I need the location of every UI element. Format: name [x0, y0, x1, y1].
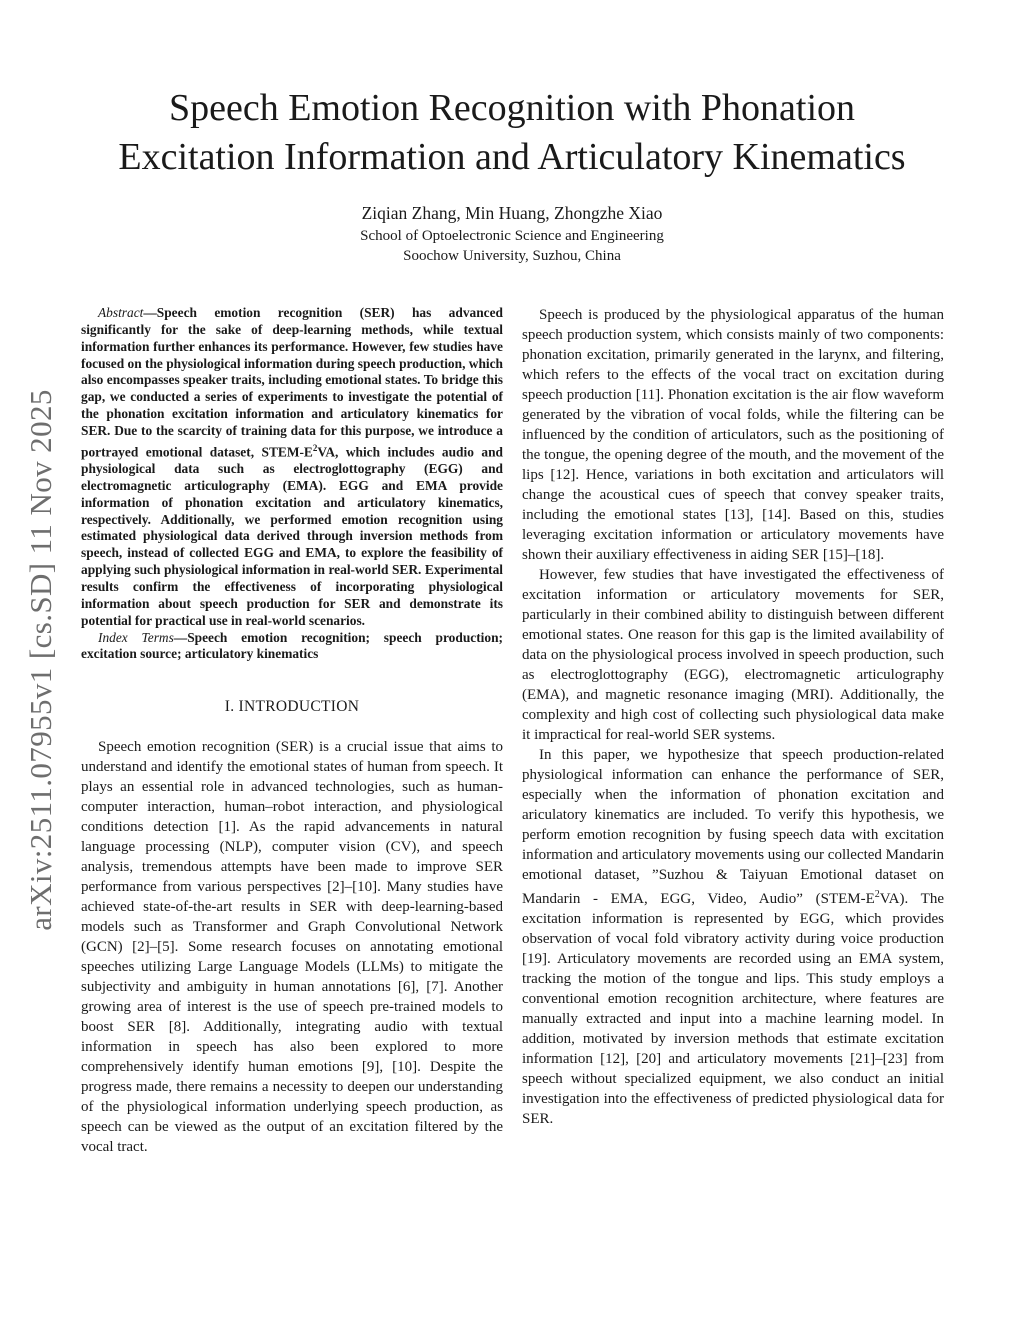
left-column [81, 305, 503, 1157]
index-terms-text: Speech emotion recognition; speech production; excitation source; articulatory kinematics [81, 629, 503, 662]
abstract [81, 305, 503, 630]
section-heading-introduction: I. INTRODUCTION [224, 698, 360, 716]
right-paragraph-3-superscript: 2 [874, 889, 880, 900]
right-paragraph-2: However, few studies that have investigated the effectiveness of excitation information or articulatory movements for SER, particularly in their combined ability to distinguish between different emotional states. One reason for this gap is the limited availability of data on the physiological process involved in speech production, such as electroglottography (EGG), electromagnetic articulography (EMA), and magnetic resonance imaging (MRI). Additionally, the complexity and high cost of collecting such physiological data make it impractical for real-world SER systems. [522, 567, 944, 743]
arxiv-identifier-stamp: arXiv:2511.07955v1 [cs.SD] 11 Nov 2025 [23, 389, 58, 931]
right-paragraph-1: Speech is produced by the physiological apparatus of the human speech production system, which consists mainly of two components: phonation excitation, primarily generated in the larynx, and filtering, which refers to the effects of the vocal tract on excitation during speech production [11]. Phonation excitation is the air flow waveform generated by the vibration of vocal folds, while the filtering can be influenced by the condition of articulators, such as the positioning of the tongue, the opening degree of the mouth, and the movement of the lips [12]. Hence, variations in both excitation and articulators will change the acoustical cues of speech that convey speaker traits, including the emotional states [13], [14]. Based on this, studies leveraging excitation information or articulatory movements have shown their auxiliary effectiveness in aiding SER [15]–[18]. [522, 307, 944, 563]
abstract-superscript: 2 [312, 442, 318, 453]
arxiv-sidebar [0, 0, 80, 1325]
right-paragraph-3-part-2: VA). The excitation information is represented by EGG, which provides observation of vocal fold vibratory activity during voice production [19]. Articulatory movements are recorded using an EMA system, tracking the motion of the tongue and lips. This study employs a conventional emotion recognition architecture, where features are manually extracted and input into a machine learning model. In addition, motivated by inversion methods that estimate excitation information [12], [20] and articulatory movements [21]–[23] from speech without specialized equipment, we also conduct an initial investigation into the effectiveness of predicted physiological data for SER. [522, 891, 944, 1127]
paper-title-line-2: Excitation Information and Articulatory Kinematics [118, 136, 906, 178]
right-column [522, 305, 944, 1129]
index-terms [81, 630, 503, 664]
author-list: Ziqian Zhang, Min Huang, Zhongzhe Xiao [361, 203, 663, 223]
right-paragraph-3 [522, 745, 944, 1129]
abstract-text-part-1: Speech emotion recognition (SER) has advanced significantly for the sake of deep-learning methods, while textual information further enhances its performance. However, few studies have focused on the physiological information during speech production, which also encompasses speaker traits, including emotional states. To bridge this gap, we conducted a series of experiments to investigate the potential of the phonation excitation information and articulatory kinematics for SER. Due to the scarcity of training data for this purpose, we introduce a portrayed emotional dataset, STEM-E [81, 305, 503, 460]
abstract-dash: — [143, 305, 157, 320]
intro-paragraph-1: Speech emotion recognition (SER) is a crucial issue that aims to understand and identify the emotional states of human from speech. It plays an essential role in advanced technologies, such as human-computer interaction, human–robot interaction, and physiological conditions detection [1]. As the rapid advancements in natural language processing (NLP), computer vision (CV), and speech analysis, tremendous attempts have been made to improve SER performance from various perspectives [2]–[10]. Many studies have achieved state-of-the-art results in SER with deep-learning-based models such as Transformer and Graph Convolutional Network (GCN) [2]–[5]. Some research focuses on annotating emotional speeches utilizing Large Language Models (LLMs) to mitigate the subjectivity and ambiguity in human annotations [6], [7]. Another growing area of interest is the use of speech pre-trained models to boost SER [8]. Additionally, integrating audio with textual information in speech has also been explored to more comprehensively identify human emotions [9], [10]. Despite the progress made, there remains a necessity to deepen our understanding of the physiological information underlying speech production, as speech can be viewed as the output of an excitation filtered by the vocal tract. [81, 739, 503, 1156]
abstract-text-part-2: VA, which includes audio and physiological data such as electroglottography (EGG) and electromagnetic articulography (EMA). EGG and EMA provide information of phonation excitation and articulatory kinematics, respectively. Additionally, we performed emotion recognition using estimated physiological data derived through inversion methods from speech, instead of collected EGG and EMA, to explore the feasibility of applying such physiological information in real-world SER. Experimental results confirm the effectiveness of incorporating physiological information about speech production for SER and demonstrate its potential for practical use in real-world scenarios. [81, 444, 503, 628]
paper-title-line-1: Speech Emotion Recognition with Phonation [168, 87, 856, 129]
index-terms-dash: — [173, 629, 188, 645]
affiliation-school: School of Optoelectronic Science and Engineering [360, 228, 664, 244]
index-terms-label: Index Terms [98, 629, 174, 645]
affiliation-university: Soochow University, Suzhou, China [403, 248, 621, 264]
paper-title [0, 84, 1024, 182]
abstract-label: Abstract [98, 305, 144, 320]
right-paragraph-3-part-1: In this paper, we hypothesize that speech production-related physiological information can enhance the performance of SER, especially when the information of phonation excitation and ariculatory kinematics are included. To verify this hypothesis, we perform emotion recognition by fusing speech data with excitation information and articulatory movements using our collected Mandarin emotional dataset, ”Suzhou & Taiyuan Emotional dataset on Mandarin - EMA, EGG, Video, Audio” (STEM-E [522, 747, 944, 907]
